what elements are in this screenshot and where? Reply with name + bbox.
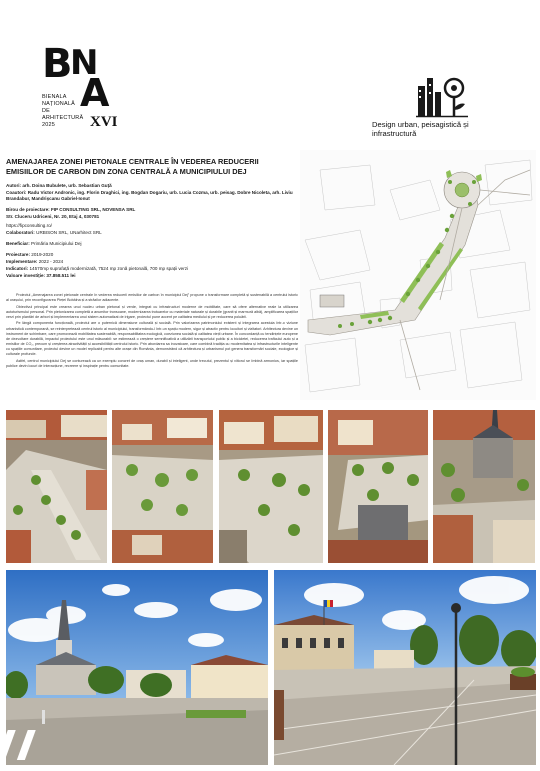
project-description: [6, 293, 298, 370]
beneficiary-line: Beneficiar: Primăria Municipiului Dej: [6, 241, 82, 247]
section-title: Design urban, peisagistică și infrastructură: [372, 120, 469, 138]
investment-line: Valoare investiție: 37.858.511 lei: [6, 273, 76, 279]
coauthors-line: Coautori: Radu Victor Andronic, ing. Florin Draghici, ing. Bogdan Dogariu, urb. Lucia Cozma, urb. peisag. Dobre Nicoleta, arh. Liviu Brandabur, Mandrișcanu Gabriel-Ionut: [6, 190, 293, 202]
aerial-photo-4: [328, 410, 428, 563]
logo-letter-b: B: [42, 41, 73, 87]
office-line: Birou de proiectare: FIP CONSULTING SRL, NOVENSA SRL: [6, 207, 136, 213]
description-paragraph: Pe lângă componenta funcțională, proiectul are o puternică dimensiune culturală și socială. Prin valorizarea patrimoniului existent și integrarea acestuia într-o viziune urbanistică contemporană, se reinterpretează centrul istoric al municipiului, transformându-l într-un spațiu modern, sigur și atractiv pentru locuitori și vizitatori. Arhitectura devine un instrument de schimbare, care promovează mobilitatea sustenabilă, responsabilitatea ecologică, coeziunea socială și calitatea vieții urbane. În concordanță cu tendințele europene de dezvoltare durabilă, impactul proiectului este unul măsurabil: se estimează o creștere semnificativă a utilizării transportului public și a bicicletei, reducerea traficului auto și a emisiilor de CO₂, precum și creșterea atractivității și accesibilității centrului istoric. Prin abordarea sa inovatoare, care combină tradiția cu modernitatea și infrastructurile inteligente cu spațiile comunitare, proiectul devine un model replicabil pentru alte orașe din România, demonstrând că arhitectura și urbanismul pot genera transformări sociale, ecologice și culturale profunde.: [6, 321, 298, 357]
ground-photo-church: [6, 570, 268, 765]
address-line: Str. Cluceru Udriceni, Nr. 20, Etaj 4, 030781: [6, 214, 100, 220]
collaborators-line: Colaboratori: URBISON SRL, UNarhitect SRL: [6, 230, 102, 236]
implementation-line: Implementare: 2022 - 2024: [6, 259, 64, 265]
description-paragraph: Obiectivul principal este crearea unui nucleu urban pietonal și verde, integrat cu infrastructuri moderne de mobilitate, care să ofere alternative reale la utilizarea autoturismului personal. Prin pietonizarea completă a anumitor tronsoane, modernizarea trotuarelor cu materiale naturale și durabile (granit și marmură albă), amplificarea spațiilor verzi prin plantări de arbori și implementarea unui sistem automatizat de irigare, proiectul pune accent pe calitatea mediului și pe reducerea poluării.: [6, 304, 298, 319]
description-paragraph: Astfel, centrul municipiului Dej se conturează ca un exemplu concret de oraș uman, durabil și inteligent, unde trecutul, prezentul și viitorul se îmbină armonios, iar spațiile publice devin locuri de interacțiune, recreere și inspirație pentru comunitate.: [6, 358, 298, 368]
logo-letter-a: A: [80, 71, 110, 115]
logo-letter-n: N: [70, 43, 99, 83]
design-line: Proiectare: 2019-2020: [6, 252, 54, 258]
edition-number: XVI: [90, 114, 118, 130]
aerial-photo-3: [219, 410, 323, 563]
bna-logo: [42, 41, 132, 144]
indicators-line: Indicatori: 14570mp suprafață modernizată, 7524 mp zonă pietonală, 700 mp spații verzi: [6, 266, 189, 272]
description-paragraph: Proiectul „Amenajarea zonei pietonale centrale în vederea reducerii emisiilor de carbon în municipiul Dej” propune o transformare completă și sustenabilă a centrului istoric al orașului, prin reconfigurarea Pieței Bobâlna și a străzilor adiacente.: [6, 293, 298, 303]
project-info: [6, 183, 298, 280]
aerial-photo-1: [6, 410, 107, 563]
aerial-photo-2: [112, 410, 213, 563]
website-link[interactable]: https://fipconsulting.ro/: [6, 223, 52, 229]
project-title: AMENAJAREA ZONEI PIETONALE CENTRALE ÎN VEDEREA REDUCERII EMISIILOR DE CARBON DIN ZONA CENTRALĂ A MUNICIPIULUI DEJ: [6, 157, 259, 176]
logo-subtitle: BIENALA NAȚIONALĂ DE ARHITECTURĂ 2025: [42, 94, 84, 128]
ground-photo-plaza: [274, 570, 536, 765]
urban-design-icon: [416, 72, 468, 118]
aerial-photo-5: [433, 410, 535, 563]
site-plan: [300, 150, 536, 400]
authors-line: Autori: arh. Doina Bubulete, urb. Sebastian Guță: [6, 183, 112, 188]
